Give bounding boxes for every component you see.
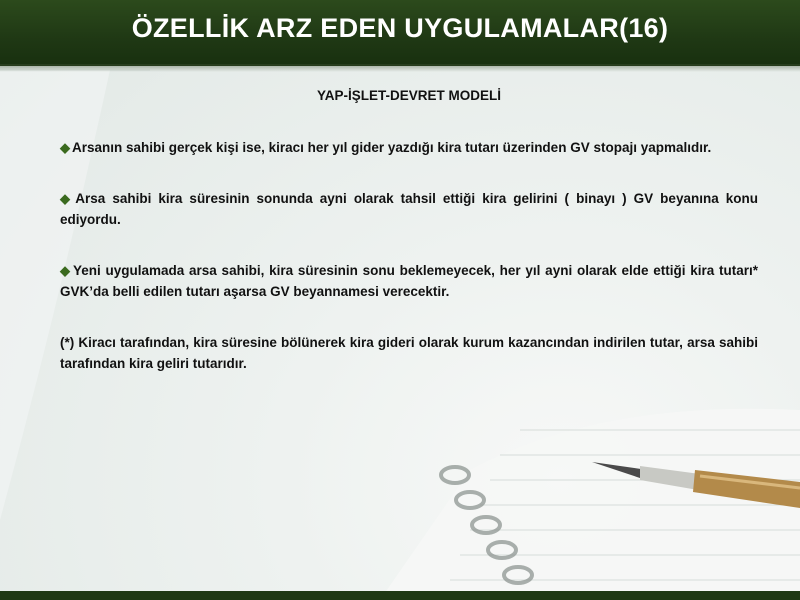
bullet-item [60, 137, 758, 158]
bullet-item [60, 188, 758, 230]
bullet-item [60, 260, 758, 302]
slide-title: ÖZELLİK ARZ EDEN UYGULAMALAR(16) [131, 13, 669, 43]
bullet-text: Arsanın sahibi gerçek kişi ise, kiracı her yıl gider yazdığı kira tutarı üzerinden GV stopajı yapmalıdır. [72, 140, 712, 155]
slide-content [60, 88, 758, 404]
diamond-bullet-icon: ◆ [60, 263, 71, 278]
title-bar-shadow [0, 64, 800, 72]
diamond-bullet-icon: ◆ [60, 191, 74, 206]
diamond-bullet-icon: ◆ [60, 140, 70, 155]
footer-bar [0, 591, 800, 600]
section-subtitle: YAP-İŞLET-DEVRET MODELİ [316, 88, 502, 103]
bullet-text: Arsa sahibi kira süresinin sonunda ayni olarak tahsil ettiği kira gelirini ( binayı ) GV beyanına konu ediyordu. [60, 191, 758, 227]
bullet-text: Yeni uygulamada arsa sahibi, kira süresinin sonu beklemeyecek, her yıl ayni olarak elde ettiği kira tutarı* GVK’da belli edilen tutarı aşarsa GV beyannamesi verecektir. [60, 263, 758, 299]
footnote: (*) Kiracı tarafından, kira süresine bölünerek kira gideri olarak kurum kazancından indirilen tutar, arsa sahibi tarafından kira geliri tutarıdır. [60, 335, 758, 371]
title-bar [0, 0, 800, 66]
